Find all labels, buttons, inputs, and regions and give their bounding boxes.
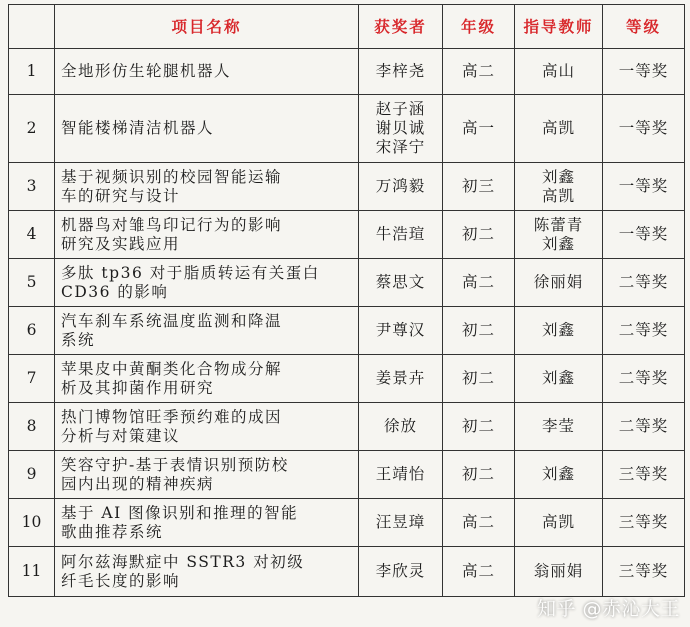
teacher-names <box>515 259 603 307</box>
grade: 初二 <box>443 211 515 259</box>
project-name <box>55 355 359 403</box>
teacher-names-line: 高凯 <box>541 119 575 137</box>
header-no <box>9 5 55 49</box>
project-name <box>55 547 359 597</box>
row-number: 1 <box>9 49 55 95</box>
award-level: 一等奖 <box>603 211 685 259</box>
grade: 初二 <box>443 451 515 499</box>
winner-names-line: 赵子涵 <box>375 100 426 118</box>
row-number: 5 <box>9 259 55 307</box>
project-name <box>55 95 359 163</box>
project-name <box>55 307 359 355</box>
project-name-line: 分析与对策建议 <box>61 426 181 445</box>
winner-names <box>359 307 443 355</box>
grade: 初二 <box>443 355 515 403</box>
row-number: 2 <box>9 95 55 163</box>
grade: 初二 <box>443 307 515 355</box>
teacher-names-line: 高凯 <box>541 186 575 205</box>
project-name-line: 基于 AI 图像识别和推理的智能 <box>61 503 299 522</box>
winner-names-line: 李梓尧 <box>375 62 426 80</box>
project-name <box>55 211 359 259</box>
winner-names-line: 谢贝诚 <box>375 119 426 137</box>
table-row <box>9 547 685 597</box>
winner-names-line: 姜景卉 <box>375 369 426 387</box>
award-level: 三等奖 <box>603 451 685 499</box>
project-name-line: 纤毛长度的影响 <box>61 571 181 590</box>
project-name-line: 机器鸟对雏鸟印记行为的影响 <box>61 215 283 234</box>
teacher-names-line: 陈蕾青 <box>533 215 584 234</box>
teacher-names-line: 高山 <box>541 62 575 80</box>
winner-names-line: 王靖怡 <box>375 465 426 483</box>
project-name-line: 多肽 tp36 对于脂质转运有关蛋白 <box>61 263 320 282</box>
project-name-line: 笑容守护-基于表情识别预防校 <box>61 455 289 474</box>
project-name-line: CD36 的影响 <box>61 282 169 301</box>
row-number: 10 <box>9 499 55 547</box>
teacher-names-line: 刘鑫 <box>541 167 575 186</box>
table-row <box>9 163 685 211</box>
grade: 初二 <box>443 403 515 451</box>
winner-names <box>359 451 443 499</box>
teacher-names-line: 刘鑫 <box>541 465 575 483</box>
table-row <box>9 403 685 451</box>
award-level: 一等奖 <box>603 163 685 211</box>
table-row <box>9 95 685 163</box>
project-name-line: 园内出现的精神疾病 <box>61 474 215 493</box>
row-number: 7 <box>9 355 55 403</box>
project-name-line: 汽车刹车系统温度监测和降温 <box>61 311 283 330</box>
row-number: 6 <box>9 307 55 355</box>
table-header <box>9 5 685 49</box>
teacher-names <box>515 403 603 451</box>
project-name <box>55 163 359 211</box>
award-level: 二等奖 <box>603 355 685 403</box>
teacher-names <box>515 163 603 211</box>
winner-names <box>359 547 443 597</box>
teacher-names-line: 翁丽娟 <box>533 562 584 580</box>
winner-names-line: 李欣灵 <box>375 562 426 580</box>
project-name <box>55 499 359 547</box>
table-body <box>9 49 685 597</box>
table-row <box>9 259 685 307</box>
teacher-names-line: 刘鑫 <box>541 321 575 339</box>
winner-names <box>359 259 443 307</box>
teacher-names <box>515 499 603 547</box>
winner-names-line: 万鸿毅 <box>375 177 426 195</box>
teacher-names <box>515 95 603 163</box>
row-number: 4 <box>9 211 55 259</box>
teacher-names-line: 高凯 <box>541 513 575 531</box>
winner-names <box>359 211 443 259</box>
winner-names <box>359 403 443 451</box>
winner-names-line: 汪昱璋 <box>375 513 426 531</box>
header-teacher: 指导教师 <box>515 5 603 49</box>
row-number: 9 <box>9 451 55 499</box>
grade: 高二 <box>443 499 515 547</box>
teacher-names <box>515 355 603 403</box>
project-name <box>55 403 359 451</box>
winner-names <box>359 499 443 547</box>
winner-names-line: 蔡思文 <box>375 273 426 291</box>
table-row <box>9 499 685 547</box>
table-row <box>9 211 685 259</box>
winner-names <box>359 95 443 163</box>
grade: 初三 <box>443 163 515 211</box>
teacher-names <box>515 307 603 355</box>
project-name-line: 阿尔兹海默症中 SSTR3 对初级 <box>61 552 305 571</box>
table-row <box>9 355 685 403</box>
award-level: 二等奖 <box>603 307 685 355</box>
teacher-names-line: 徐丽娟 <box>533 273 584 291</box>
project-name-line: 析及其抑菌作用研究 <box>61 378 215 397</box>
project-name-line: 全地形仿生轮腿机器人 <box>61 62 232 80</box>
project-name <box>55 451 359 499</box>
teacher-names-line: 李莹 <box>541 417 575 435</box>
grade: 高一 <box>443 95 515 163</box>
table-row <box>9 451 685 499</box>
row-number: 8 <box>9 403 55 451</box>
grade: 高二 <box>443 547 515 597</box>
winner-names-line: 牛浩瑄 <box>375 225 426 243</box>
award-level: 三等奖 <box>603 499 685 547</box>
winner-names-line: 徐放 <box>383 417 417 435</box>
project-name-line: 热门博物馆旺季预约难的成因 <box>61 407 283 426</box>
table-row <box>9 49 685 95</box>
award-level: 二等奖 <box>603 403 685 451</box>
awards-table <box>8 4 685 597</box>
project-name-line: 苹果皮中黄酮类化合物成分解 <box>61 359 283 378</box>
teacher-names-line: 刘鑫 <box>541 369 575 387</box>
project-name-line: 歌曲推荐系统 <box>61 522 164 541</box>
watermark: 知乎 @赤沁大王 <box>536 598 680 620</box>
header-level: 等级 <box>603 5 685 49</box>
header-project: 项目名称 <box>55 5 359 49</box>
project-name <box>55 259 359 307</box>
teacher-names <box>515 547 603 597</box>
teacher-names <box>515 451 603 499</box>
teacher-names <box>515 49 603 95</box>
grade: 高二 <box>443 259 515 307</box>
winner-names <box>359 163 443 211</box>
header-winner: 获奖者 <box>359 5 443 49</box>
teacher-names <box>515 211 603 259</box>
project-name-line: 车的研究与设计 <box>61 186 181 205</box>
row-number: 11 <box>9 547 55 597</box>
winner-names <box>359 355 443 403</box>
award-level: 二等奖 <box>603 259 685 307</box>
winner-names-line: 尹尊汉 <box>375 321 426 339</box>
winner-names-line: 宋泽宁 <box>375 138 426 156</box>
winner-names <box>359 49 443 95</box>
teacher-names-line: 刘鑫 <box>541 234 575 253</box>
project-name-line: 系统 <box>61 330 96 349</box>
award-level: 三等奖 <box>603 547 685 597</box>
header-grade: 年级 <box>443 5 515 49</box>
row-number: 3 <box>9 163 55 211</box>
project-name <box>55 49 359 95</box>
project-name-line: 基于视频识别的校园智能运输 <box>61 167 283 186</box>
grade: 高二 <box>443 49 515 95</box>
table-row <box>9 307 685 355</box>
award-level: 一等奖 <box>603 95 685 163</box>
award-level: 一等奖 <box>603 49 685 95</box>
project-name-line: 研究及实践应用 <box>61 234 181 253</box>
project-name-line: 智能楼梯清洁机器人 <box>61 119 215 137</box>
